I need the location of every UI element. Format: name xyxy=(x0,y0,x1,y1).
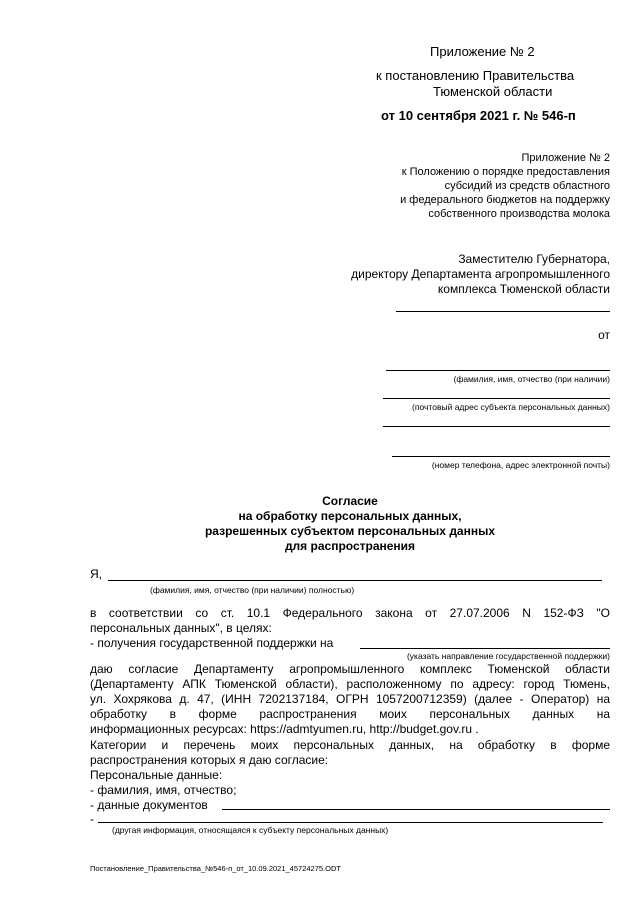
footer-filename: Постановление_Правительства_№546-п_от_10.09.2021_45724275.ODT xyxy=(90,864,341,873)
paragraph-consent-line4: обработку в форме распространения моих персональных данных на xyxy=(90,707,610,721)
other-caption: (другая информация, относящаяся к субъекту персональных данных) xyxy=(112,825,389,835)
item-other: - xyxy=(90,812,94,826)
address-line xyxy=(383,398,610,399)
header-to-resolution: к постановлению Правительства xyxy=(376,68,575,83)
personal-data-heading: Персональные данные: xyxy=(90,768,223,782)
header-region: Тюменской области xyxy=(433,84,553,99)
address-caption: (почтовый адрес субъекта персональных данных) xyxy=(412,402,610,412)
paragraph-consent-line5: информационных ресурсах: https://admtyumen.ru, http://budget.gov.ru . xyxy=(90,722,479,736)
paragraph-law-line2: персональных данных", в целях: xyxy=(90,621,272,635)
paragraph-consent-line3: ул. Хохрякова д. 47, (ИНН 7202137184, ОГРН 1057200712359) (далее - Оператор) на xyxy=(90,692,610,706)
paragraph-consent-line2: (Департаменту АПК Тюменской области), расположенному по адресу: город Тюмень, xyxy=(90,677,610,691)
title-line3: разрешенных субъектом персональных данных xyxy=(204,524,496,538)
subheader-line4: собственного производства молока xyxy=(428,208,610,220)
phone-caption: (номер телефона, адрес электронной почты) xyxy=(431,460,610,470)
addressee-line3: комплекса Тюменской области xyxy=(437,282,610,296)
fio-caption: (фамилия, имя, отчество (при наличии) xyxy=(453,374,610,384)
ya-fio-line xyxy=(108,580,602,581)
address-line-2 xyxy=(383,426,610,427)
paragraph-consent xyxy=(90,662,610,737)
documents-line xyxy=(222,809,610,810)
support-purpose-line xyxy=(360,648,610,649)
addressee-line2: директору Департамента агропромышленного xyxy=(351,267,610,281)
phone-line xyxy=(392,456,610,457)
item-fio: - фамилия, имя, отчество; xyxy=(90,783,237,797)
paragraph-consent-line1: даю согласие Департаменту агропромышленного комплекс Тюменской области xyxy=(90,662,610,676)
ya-label: Я, xyxy=(90,567,102,581)
addressee-blank-line xyxy=(396,311,610,312)
header-date-number: от 10 сентября 2021 г. № 546-п xyxy=(381,108,576,123)
subheader-line2: субсидий из средств областного xyxy=(444,180,610,192)
paragraph-law-line1: в соответствии со ст. 10.1 Федерального закона от 27.07.2006 N 152-ФЗ "О xyxy=(90,606,610,620)
title-line1: Согласие xyxy=(322,494,378,508)
addressee-from: от xyxy=(598,328,610,342)
addressee-line1: Заместителю Губернатора, xyxy=(458,252,610,266)
item-documents: - данные документов xyxy=(90,798,208,812)
other-line xyxy=(98,822,603,823)
paragraph-categories-line2: распространения которых я даю согласие: xyxy=(90,753,329,767)
paragraph-law xyxy=(90,606,610,636)
header-appendix: Приложение № 2 xyxy=(430,44,535,59)
title-line4: для распространения xyxy=(284,539,416,553)
support-purpose: - получения государственной поддержки на xyxy=(90,636,334,650)
paragraph-categories-line1: Категории и перечень моих персональных данных, на обработку в форме xyxy=(90,738,610,752)
ya-fio-caption: (фамилия, имя, отчество (при наличии) полностью) xyxy=(150,585,355,595)
fio-line xyxy=(386,370,610,371)
title-line2: на обработку персональных данных, xyxy=(238,509,462,523)
subheader-line3: и федерального бюджетов на поддержку xyxy=(400,194,610,206)
subheader-appendix: Приложение № 2 xyxy=(521,152,610,164)
support-purpose-caption: (указать направление государственной поддержки) xyxy=(406,651,610,661)
subheader-line1: к Положению о порядке предоставления xyxy=(401,166,610,178)
paragraph-categories xyxy=(90,738,610,768)
